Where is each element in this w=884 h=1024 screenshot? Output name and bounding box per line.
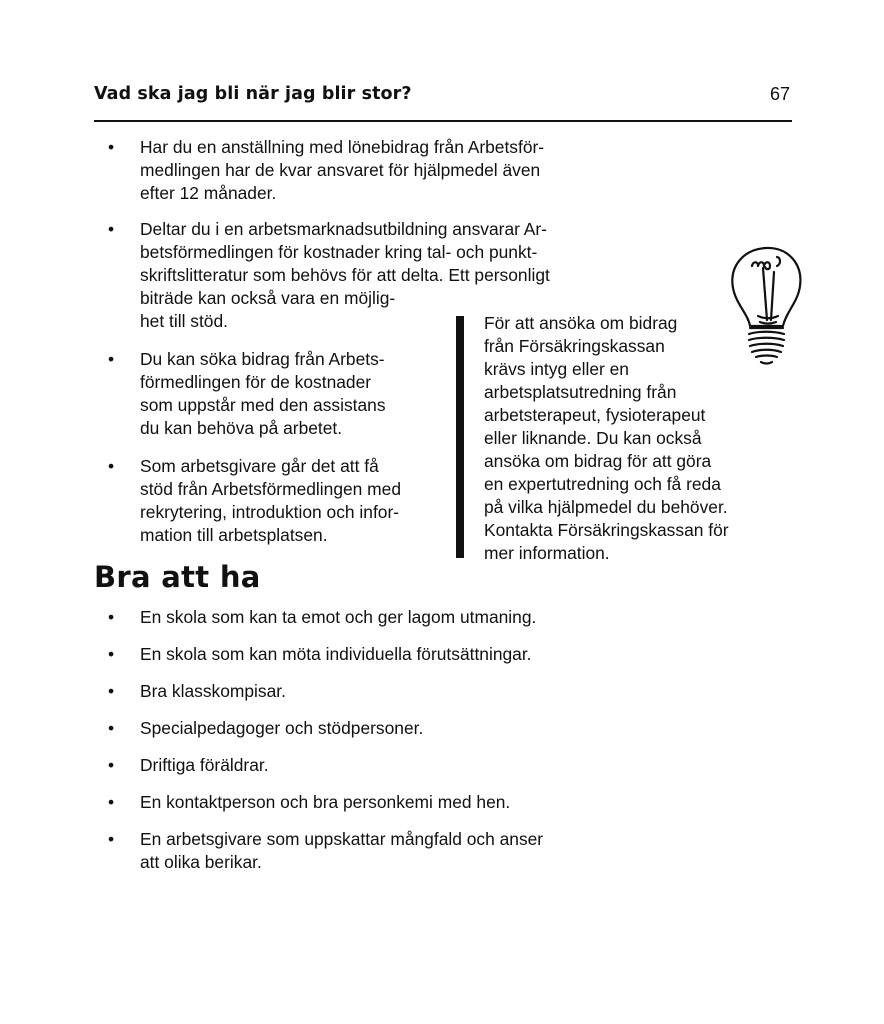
sidebar-accent-bar: [456, 316, 464, 558]
text-line: arbetsplatsutredning från: [484, 382, 677, 402]
text-line: het till stöd.: [140, 311, 228, 331]
text-line: att olika berikar.: [140, 852, 262, 872]
bullet-marker: •: [108, 607, 115, 627]
text-line: rekrytering, introduktion och infor-: [140, 502, 400, 522]
text-line: skriftslitteratur som behövs för att delta. Ett personligt: [140, 265, 550, 285]
text-line: Driftiga föräldrar.: [140, 755, 269, 775]
bullet-marker: •: [108, 644, 115, 664]
text-line: mer information.: [484, 543, 610, 563]
text-line: Specialpedagoger och stödpersoner.: [140, 718, 424, 738]
bullet-marker: •: [108, 137, 115, 157]
text-line: eller liknande. Du kan också: [484, 428, 702, 448]
bullet-marker: •: [108, 456, 115, 476]
text-line: En skola som kan möta individuella förutsättningar.: [140, 644, 532, 664]
text-line: mation till arbetsplatsen.: [140, 525, 328, 545]
sidebar-note: [484, 312, 729, 565]
bullet-marker: •: [108, 718, 115, 738]
text-line: stöd från Arbetsförmedlingen med: [140, 479, 402, 499]
lightbulb-icon: [728, 244, 804, 368]
text-line: krävs intyg eller en: [484, 359, 629, 379]
text-line: som uppstår med den assistans: [140, 395, 386, 415]
text-line: förmedlingen för de kostnader: [140, 372, 372, 392]
text-line: en expertutredning och få reda: [484, 474, 721, 494]
text-line: medlingen har de kvar ansvaret för hjälpmedel även: [140, 160, 541, 180]
text-line: Du kan söka bidrag från Arbets-: [140, 349, 385, 369]
text-line: betsförmedlingen för kostnader kring tal- och punkt-: [140, 242, 538, 262]
text-line: För att ansöka om bidrag: [484, 313, 678, 333]
text-line: En arbetsgivare som uppskattar mångfald och anser: [140, 829, 544, 849]
text-line: En skola som kan ta emot och ger lagom utmaning.: [140, 607, 537, 627]
text-line: på vilka hjälpmedel du behöver.: [484, 497, 728, 517]
bullet-marker: •: [108, 219, 115, 239]
section-heading: Bra att ha: [94, 560, 261, 594]
text-line: efter 12 månader.: [140, 183, 277, 203]
text-line: En kontaktperson och bra personkemi med hen.: [140, 792, 511, 812]
header-divider: [94, 120, 792, 122]
text-line: ansöka om bidrag för att göra: [484, 451, 712, 471]
bullet-marker: •: [108, 792, 115, 812]
text-line: Deltar du i en arbetsmarknadsutbildning ansvarar Ar-: [140, 219, 547, 239]
text-line: från Försäkringskassan: [484, 336, 665, 356]
text-line: Som arbetsgivare går det att få: [140, 456, 379, 476]
text-line: Kontakta Försäkringskassan för: [484, 520, 729, 540]
bullet-marker: •: [108, 829, 115, 849]
bullet-marker: •: [108, 755, 115, 775]
text-line: Bra klasskompisar.: [140, 681, 286, 701]
text-line: du kan behöva på arbetet.: [140, 418, 343, 438]
bullet-marker: •: [108, 349, 115, 369]
text-line: Har du en anställning med lönebidrag från Arbetsför-: [140, 137, 545, 157]
page-running-title: Vad ska jag bli när jag blir stor?: [94, 84, 412, 104]
bullet-marker: •: [108, 681, 115, 701]
text-line: arbetsterapeut, fysioterapeut: [484, 405, 706, 425]
text-line: biträde kan också vara en möjlig-: [140, 288, 396, 308]
page-number: 67: [769, 84, 790, 104]
